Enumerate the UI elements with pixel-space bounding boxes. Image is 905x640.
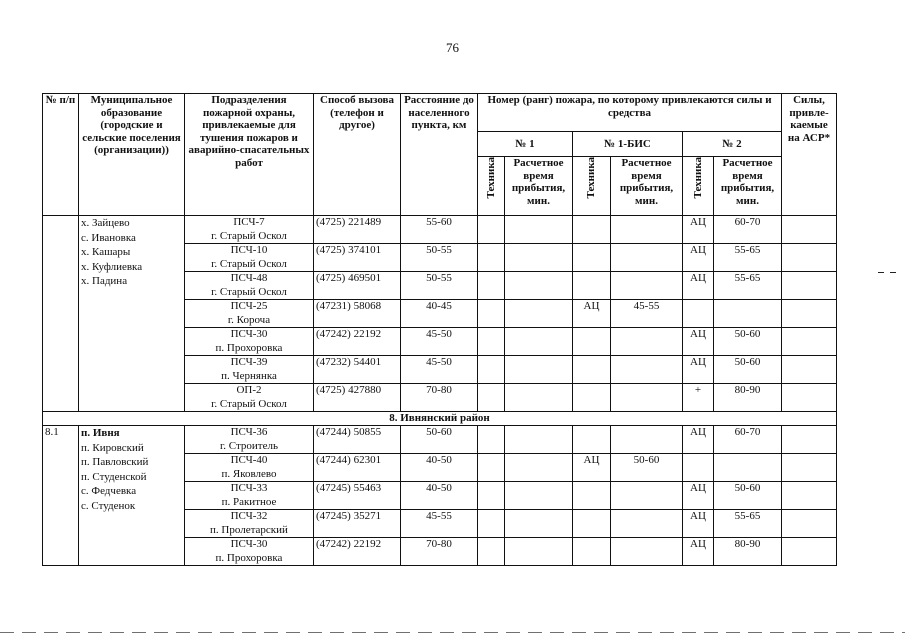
fire-unit <box>185 300 314 328</box>
asr-cell <box>782 454 837 482</box>
unit-name: ПСЧ-36 <box>230 426 268 438</box>
unit-location: г. Короча <box>227 313 271 326</box>
unit-location: п. Пролетарский <box>210 523 288 536</box>
table-row <box>43 216 837 244</box>
rank1-time <box>505 384 573 412</box>
header-rank1-tech: Техника <box>478 157 505 216</box>
rank2-time: 50-60 <box>714 482 782 510</box>
unit-name: ПСЧ-39 <box>230 356 268 368</box>
rank1bis-tech <box>573 538 611 566</box>
distance-km: 55-60 <box>401 216 478 244</box>
settlement-name: п. Кировский <box>81 441 144 454</box>
distance-km: 45-50 <box>401 328 478 356</box>
asr-cell <box>782 426 837 454</box>
rank1-time <box>505 538 573 566</box>
rank2-time <box>714 454 782 482</box>
rank2-tech: АЦ <box>683 538 714 566</box>
rank1bis-time <box>611 244 683 272</box>
rank1-tech <box>478 272 505 300</box>
settlement-name: с. Ивановка <box>81 231 136 244</box>
rank1bis-tech: АЦ <box>573 300 611 328</box>
rank2-tech: АЦ <box>683 272 714 300</box>
rank1-tech <box>478 538 505 566</box>
asr-cell <box>782 244 837 272</box>
asr-cell <box>782 356 837 384</box>
call-phone: (4725) 221489 <box>314 216 401 244</box>
distance-km: 70-80 <box>401 538 478 566</box>
rank2-time: 55-65 <box>714 510 782 538</box>
rank1bis-tech <box>573 272 611 300</box>
call-phone: (47242) 22192 <box>314 538 401 566</box>
header-rank2-time: Расчетное время прибытия, мин. <box>714 157 782 216</box>
rank1-tech <box>478 244 505 272</box>
unit-location: г. Строитель <box>220 439 278 452</box>
rank2-time: 80-90 <box>714 538 782 566</box>
header-rank2-tech: Техника <box>683 157 714 216</box>
settlement-head: п. Ивня <box>81 427 120 439</box>
header-rank-1: № 1 <box>478 132 573 157</box>
settlement-name: с. Федчевка <box>81 485 137 498</box>
rank1-tech <box>478 216 505 244</box>
settlement-name: п. Студенской <box>81 470 147 483</box>
distance-km: 40-50 <box>401 454 478 482</box>
rank1-time <box>505 272 573 300</box>
settlement-name: с. Студенок <box>81 499 136 512</box>
unit-location: г. Старый Оскол <box>211 257 287 270</box>
rank1bis-time <box>611 356 683 384</box>
municipal-settlements <box>79 216 185 412</box>
unit-name: ПСЧ-33 <box>230 482 268 494</box>
call-phone: (47232) 54401 <box>314 356 401 384</box>
rank2-tech: АЦ <box>683 482 714 510</box>
rank1-tech <box>478 454 505 482</box>
header-municipal: Муниципальное образование (городские и сельские поселения (организации)) <box>79 94 185 216</box>
rank1-time <box>505 244 573 272</box>
rank1bis-tech: АЦ <box>573 454 611 482</box>
rank1-tech <box>478 384 505 412</box>
call-phone: (4725) 374101 <box>314 244 401 272</box>
header-num: № п/п <box>43 94 79 216</box>
fire-unit <box>185 510 314 538</box>
settlement-name: п. Павловский <box>81 456 149 469</box>
header-rank1-time: Расчетное время прибытия, мин. <box>505 157 573 216</box>
header-fire-rank: Номер (ранг) пожара, по которому привлекаются силы и средства <box>478 94 782 132</box>
settlement-name: х. Куфлиевка <box>81 260 143 273</box>
header-distance: Расстояние до населенного пункта, км <box>401 94 478 216</box>
rank2-time: 50-60 <box>714 356 782 384</box>
unit-location: п. Ракитное <box>221 495 277 508</box>
section-title: 8. Ивнянский район <box>43 412 837 426</box>
scan-dash-right-1 <box>878 272 884 273</box>
fire-unit <box>185 426 314 454</box>
section8-body <box>43 426 837 566</box>
header-asr: Силы, привле-каемые на АСР* <box>782 94 837 216</box>
distance-km: 70-80 <box>401 384 478 412</box>
rank1-tech <box>478 510 505 538</box>
rank2-tech: АЦ <box>683 216 714 244</box>
page-number: 76 <box>446 40 459 55</box>
municipal-settlements <box>79 426 185 566</box>
fire-unit <box>185 272 314 300</box>
unit-location: п. Яковлево <box>221 467 277 480</box>
call-phone: (47244) 62301 <box>314 454 401 482</box>
header-rank-1bis: № 1-БИС <box>573 132 683 157</box>
asr-cell <box>782 300 837 328</box>
unit-name: ПСЧ-40 <box>230 454 268 466</box>
rank1bis-time <box>611 482 683 510</box>
header-unit: Подразделения пожарной охраны, привлекаемые для тушения пожаров и аварийно-спасательных работ <box>185 94 314 216</box>
row-number: 8.1 <box>43 426 79 566</box>
rank2-time <box>714 300 782 328</box>
rank1bis-tech <box>573 384 611 412</box>
rank1bis-tech <box>573 356 611 384</box>
unit-location: г. Старый Оскол <box>211 397 287 410</box>
rank1bis-tech <box>573 482 611 510</box>
rank1bis-time: 45-55 <box>611 300 683 328</box>
header-rank1bis-tech: Техника <box>573 157 611 216</box>
rank1-tech <box>478 300 505 328</box>
rank2-tech: + <box>683 384 714 412</box>
call-phone: (47242) 22192 <box>314 328 401 356</box>
asr-cell <box>782 328 837 356</box>
asr-cell <box>782 510 837 538</box>
fire-unit <box>185 454 314 482</box>
rank1bis-time: 50-60 <box>611 454 683 482</box>
settlement-name: х. Кашары <box>81 246 131 259</box>
rank2-time: 55-65 <box>714 272 782 300</box>
rank1-time <box>505 510 573 538</box>
unit-location: п. Прохоровка <box>215 551 283 564</box>
rank1bis-tech <box>573 244 611 272</box>
rank1bis-time <box>611 216 683 244</box>
fire-unit <box>185 216 314 244</box>
header-rank-2: № 2 <box>683 132 782 157</box>
rank1bis-tech <box>573 510 611 538</box>
rank1-time <box>505 426 573 454</box>
asr-cell <box>782 272 837 300</box>
rank1-time <box>505 328 573 356</box>
distance-km: 50-60 <box>401 426 478 454</box>
unit-name: ПСЧ-48 <box>230 272 268 284</box>
fire-unit <box>185 244 314 272</box>
distance-km: 45-50 <box>401 356 478 384</box>
call-phone: (47231) 58068 <box>314 300 401 328</box>
rank1-time <box>505 482 573 510</box>
header-rank1bis-time: Расчетное время прибытия, мин. <box>611 157 683 216</box>
rank1bis-tech <box>573 216 611 244</box>
rank1bis-time <box>611 384 683 412</box>
fire-unit <box>185 384 314 412</box>
rank2-tech: АЦ <box>683 510 714 538</box>
unit-location: г. Старый Оскол <box>211 229 287 242</box>
rank2-tech: АЦ <box>683 426 714 454</box>
rank1bis-time <box>611 272 683 300</box>
fire-forces-table <box>42 93 837 566</box>
fire-unit <box>185 328 314 356</box>
rank1-tech <box>478 482 505 510</box>
rank2-time: 60-70 <box>714 216 782 244</box>
rank1bis-time <box>611 328 683 356</box>
distance-km: 40-45 <box>401 300 478 328</box>
distance-km: 50-55 <box>401 272 478 300</box>
settlement-name: х. Падина <box>81 275 128 288</box>
table-row <box>43 426 837 454</box>
row-number <box>43 216 79 412</box>
rank1-tech <box>478 426 505 454</box>
rank1-tech <box>478 356 505 384</box>
rank2-tech <box>683 454 714 482</box>
header-call-method: Способ вызова (телефон и другое) <box>314 94 401 216</box>
unit-location: п. Прохоровка <box>215 341 283 354</box>
unit-name: ПСЧ-10 <box>230 244 268 256</box>
rank1-time <box>505 454 573 482</box>
scan-dash-bottom <box>0 632 905 633</box>
asr-cell <box>782 482 837 510</box>
unit-name: ПСЧ-30 <box>230 538 268 550</box>
fire-unit <box>185 482 314 510</box>
call-phone: (4725) 427880 <box>314 384 401 412</box>
unit-name: ПСЧ-32 <box>230 510 268 522</box>
asr-cell <box>782 216 837 244</box>
rank1-time <box>505 300 573 328</box>
call-phone: (47244) 50855 <box>314 426 401 454</box>
unit-name: ПСЧ-30 <box>230 328 268 340</box>
unit-name: ОП-2 <box>236 384 262 396</box>
distance-km: 50-55 <box>401 244 478 272</box>
rank1bis-time <box>611 426 683 454</box>
call-phone: (4725) 469501 <box>314 272 401 300</box>
fire-unit <box>185 538 314 566</box>
call-phone: (47245) 55463 <box>314 482 401 510</box>
unit-name: ПСЧ-25 <box>230 300 268 312</box>
rank1bis-tech <box>573 426 611 454</box>
settlement-name: х. Зайцево <box>81 217 130 229</box>
asr-cell <box>782 384 837 412</box>
rank1-tech <box>478 328 505 356</box>
rank1bis-time <box>611 510 683 538</box>
rank2-tech: АЦ <box>683 328 714 356</box>
distance-km: 40-50 <box>401 482 478 510</box>
rank1-time <box>505 356 573 384</box>
rank2-tech: АЦ <box>683 356 714 384</box>
rank1-time <box>505 216 573 244</box>
rank1bis-tech <box>573 328 611 356</box>
rank2-time: 50-60 <box>714 328 782 356</box>
rank2-tech: АЦ <box>683 244 714 272</box>
rank2-tech <box>683 300 714 328</box>
rank2-time: 80-90 <box>714 384 782 412</box>
scan-dash-right-2 <box>890 272 896 273</box>
call-phone: (47245) 35271 <box>314 510 401 538</box>
unit-location: п. Чернянка <box>221 369 277 382</box>
rank2-time: 55-65 <box>714 244 782 272</box>
distance-km: 45-55 <box>401 510 478 538</box>
asr-cell <box>782 538 837 566</box>
unit-location: г. Старый Оскол <box>211 285 287 298</box>
fire-unit <box>185 356 314 384</box>
rank1bis-time <box>611 538 683 566</box>
block1-body <box>43 216 837 412</box>
rank2-time: 60-70 <box>714 426 782 454</box>
unit-name: ПСЧ-7 <box>233 216 265 228</box>
